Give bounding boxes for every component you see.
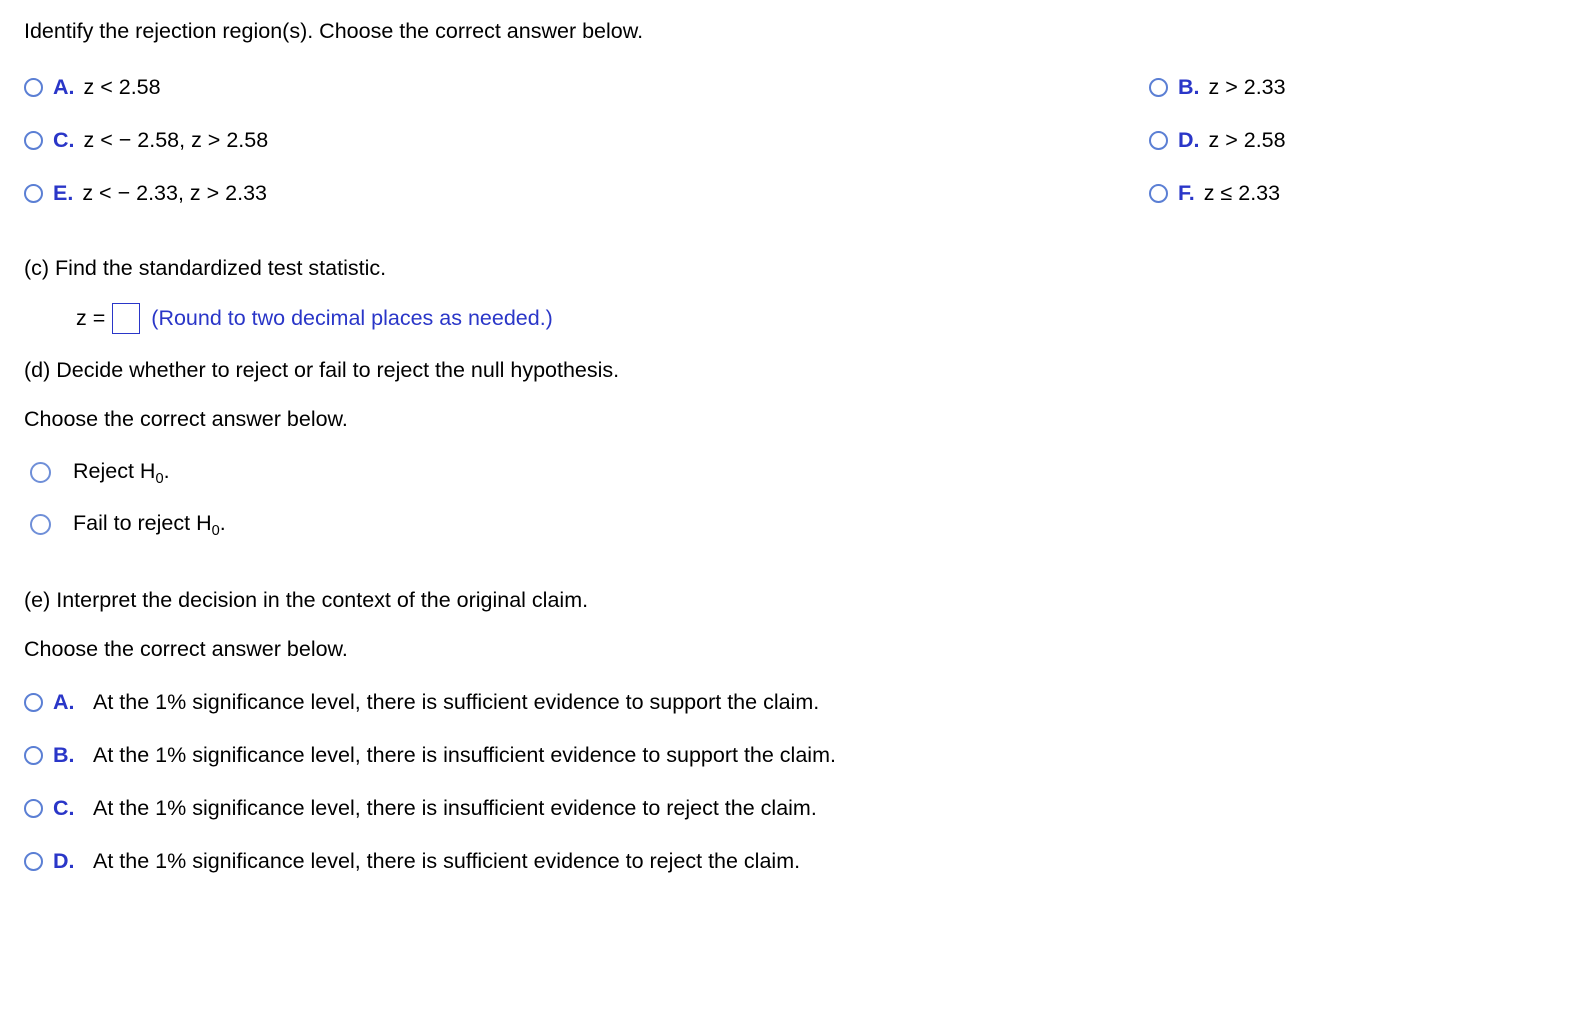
question-d-prompt: (d) Decide whether to reject or fail to reject the null hypothesis. bbox=[24, 357, 620, 382]
option-a-text: z < 2.58 bbox=[83, 74, 161, 99]
radio-icon-option-a[interactable] bbox=[24, 78, 43, 97]
option-f-text: z ≤ 2.33 bbox=[1203, 180, 1281, 205]
option-a-letter: A. bbox=[53, 74, 75, 99]
radio-icon-option-e-a[interactable] bbox=[24, 693, 43, 712]
radio-icon-option-e-d[interactable] bbox=[24, 852, 43, 871]
radio-icon-option-b[interactable] bbox=[1149, 78, 1168, 97]
option-d-text: z > 2.58 bbox=[1208, 127, 1286, 152]
option-b[interactable] bbox=[1149, 75, 1286, 100]
option-e-d-text: At the 1% significance level, there is sufficient evidence to reject the claim. bbox=[93, 848, 801, 873]
option-e-a-text: At the 1% significance level, there is sufficient evidence to support the claim. bbox=[93, 689, 820, 714]
question-e-options bbox=[24, 690, 1569, 902]
radio-icon-reject-h0[interactable] bbox=[30, 462, 51, 483]
round-instruction: (Round to two decimal places as needed.) bbox=[151, 305, 553, 330]
option-d-letter: D. bbox=[1178, 127, 1200, 152]
option-e-b[interactable] bbox=[24, 743, 1569, 796]
z-answer-line bbox=[76, 303, 1569, 334]
option-reject-h0-label: Reject $H_0$. bbox=[73, 458, 170, 487]
z-label: z = bbox=[76, 305, 106, 330]
option-c-text: z < − 2.58, z > 2.58 bbox=[83, 127, 269, 152]
radio-icon-option-c[interactable] bbox=[24, 131, 43, 150]
option-e-a-letter: A. bbox=[53, 689, 75, 714]
option-fail-reject-h0[interactable] bbox=[30, 510, 1569, 539]
option-reject-h0[interactable] bbox=[30, 458, 1569, 487]
question-b-options bbox=[24, 75, 1569, 234]
option-e-d[interactable] bbox=[24, 849, 1569, 902]
option-e-b-text: At the 1% significance level, there is insufficient evidence to support the claim. bbox=[93, 742, 836, 767]
option-b-letter: B. bbox=[1178, 74, 1200, 99]
option-e-letter: E. bbox=[53, 180, 74, 205]
radio-icon-option-f[interactable] bbox=[1149, 184, 1168, 203]
option-e-b-letter: B. bbox=[53, 742, 75, 767]
option-b-text: z > 2.33 bbox=[1208, 74, 1286, 99]
option-row bbox=[24, 181, 1569, 234]
option-row bbox=[24, 128, 1569, 181]
question-b-prompt: Identify the rejection region(s). Choose the correct answer below. bbox=[24, 19, 644, 43]
z-value-input[interactable] bbox=[112, 303, 140, 334]
option-e-a[interactable] bbox=[24, 690, 1569, 743]
option-d[interactable] bbox=[1149, 128, 1286, 153]
option-e-c-text: At the 1% significance level, there is insufficient evidence to reject the claim. bbox=[93, 795, 817, 820]
option-e-c[interactable] bbox=[24, 796, 1569, 849]
option-a[interactable] bbox=[24, 75, 1149, 100]
option-e-c-letter: C. bbox=[53, 795, 75, 820]
option-fail-reject-h0-label: Fail to reject $H_0$. bbox=[73, 510, 226, 539]
radio-icon-option-e-b[interactable] bbox=[24, 746, 43, 765]
radio-icon-fail-reject-h0[interactable] bbox=[30, 514, 51, 535]
option-e-d-letter: D. bbox=[53, 848, 75, 873]
option-f-letter: F. bbox=[1178, 180, 1195, 205]
question-d-subprompt: Choose the correct answer below. bbox=[24, 406, 348, 431]
option-c[interactable] bbox=[24, 128, 1149, 153]
option-c-letter: C. bbox=[53, 127, 75, 152]
option-e-text: z < − 2.33, z > 2.33 bbox=[82, 180, 267, 205]
option-f[interactable] bbox=[1149, 181, 1280, 206]
radio-icon-option-d[interactable] bbox=[1149, 131, 1168, 150]
question-e-prompt: (e) Interpret the decision in the context of the original claim. bbox=[24, 587, 589, 612]
option-row bbox=[24, 75, 1569, 128]
question-c-prompt: (c) Find the standardized test statistic. bbox=[24, 255, 387, 280]
question-e-subprompt: Choose the correct answer below. bbox=[24, 636, 348, 661]
radio-icon-option-e[interactable] bbox=[24, 184, 43, 203]
radio-icon-option-e-c[interactable] bbox=[24, 799, 43, 818]
option-e[interactable] bbox=[24, 181, 1149, 206]
